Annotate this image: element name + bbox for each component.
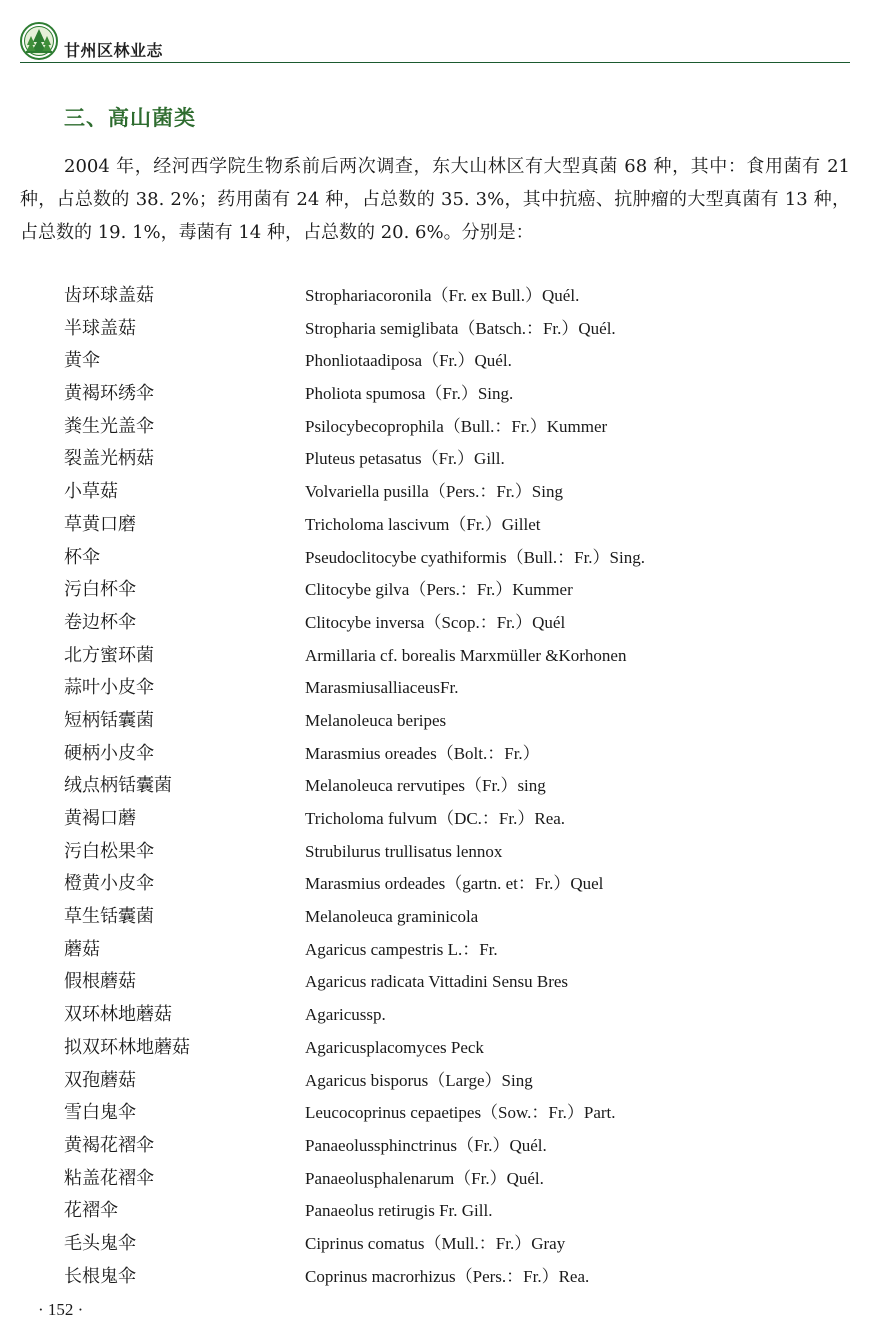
species-chinese-name: 齿环球盖菇 [64, 285, 154, 306]
species-chinese-name: 蒜叶小皮伞 [64, 677, 154, 699]
species-latin-name: Panaeolusphalenarum（Fr.）Quél. [305, 1168, 544, 1188]
species-latin-name: Panaeolussphinctrinus（Fr.）Quél. [305, 1135, 547, 1155]
species-row [64, 934, 824, 967]
species-chinese-name: 污白杯伞 [64, 579, 136, 601]
species-row [64, 966, 824, 999]
species-latin-name: Coprinus macrorhizus（Pers.：Fr.）Rea. [305, 1266, 590, 1286]
species-latin-name: Marasmius oreades（Bolt.：Fr.） [305, 743, 540, 763]
species-latin-name: Pseudoclitocybe cyathiformis（Bull.：Fr.）Sing. [305, 547, 645, 567]
species-latin-name: Leucocoprinus cepaetipes（Sow.：Fr.）Part. [305, 1103, 616, 1123]
species-latin-name: Agaricus bisporus（Large）Sing [305, 1070, 533, 1090]
species-chinese-name: 污白松果伞 [64, 840, 154, 862]
species-list [64, 280, 824, 1293]
species-chinese-name: 拟双环林地蘑菇 [64, 1036, 190, 1058]
species-row [64, 770, 824, 803]
species-chinese-name: 长根鬼伞 [64, 1265, 136, 1287]
species-row [64, 607, 824, 640]
species-latin-name: Ciprinus comatus（Mull.：Fr.）Gray [305, 1233, 566, 1253]
species-latin-name: Agaricus radicata Vittadini Sensu Bres [305, 972, 569, 992]
page-number: · 152 · [38, 1300, 84, 1319]
species-row [64, 836, 824, 869]
species-row [64, 640, 824, 673]
species-latin-name: Pholiota spumosa（Fr.）Sing. [305, 384, 514, 404]
species-row [64, 476, 824, 509]
species-chinese-name: 粘盖花褶伞 [64, 1167, 154, 1189]
species-row [64, 378, 824, 411]
species-row [64, 1130, 824, 1163]
species-latin-name: Armillaria cf. borealis Marxmüller &Korhonen [305, 645, 627, 665]
species-chinese-name: 草生铦囊菌 [64, 906, 154, 928]
species-row [64, 1097, 824, 1130]
species-latin-name: Clitocybe gilva（Pers.：Fr.）Kummer [305, 580, 573, 600]
species-latin-name: Psilocybecoprophila（Bull.：Fr.）Kummer [305, 416, 608, 436]
species-latin-name: Tricholoma fulvum（DC.：Fr.）Rea. [305, 809, 566, 828]
species-latin-name: Melanoleuca graminicola [305, 907, 479, 927]
species-chinese-name: 北方蜜环菌 [64, 644, 154, 666]
species-chinese-name: 小草菇 [64, 481, 118, 503]
species-latin-name: Agaricus campestris L.：Fr. [305, 939, 498, 959]
species-row [64, 1195, 824, 1228]
species-chinese-name: 硬柄小皮伞 [64, 742, 154, 764]
header-divider [20, 62, 850, 63]
species-row [64, 574, 824, 607]
species-row [64, 542, 824, 575]
species-chinese-name: 毛头鬼伞 [64, 1232, 136, 1254]
species-row [64, 411, 824, 444]
species-latin-name: Phonliotaadiposa（Fr.）Quél. [305, 351, 512, 371]
species-chinese-name: 绒点柄铦囊菌 [64, 775, 172, 797]
species-latin-name: Tricholoma lascivum（Fr.）Gillet [305, 514, 541, 534]
species-row [64, 1163, 824, 1196]
species-row [64, 509, 824, 542]
species-chinese-name: 裂盖光柄菇 [64, 448, 154, 470]
forest-logo-icon [20, 22, 58, 60]
species-chinese-name: 黄褐花褶伞 [64, 1134, 154, 1156]
species-latin-name: Strophariacoronila（Fr. ex Bull.）Quél. [305, 286, 580, 305]
species-chinese-name: 蘑菇 [64, 938, 100, 960]
page-header [20, 22, 850, 64]
species-row [64, 901, 824, 934]
species-latin-name: MarasmiusalliaceusFr. [305, 678, 459, 698]
species-chinese-name: 双环林地蘑菇 [64, 1004, 172, 1026]
species-chinese-name: 杯伞 [64, 546, 100, 568]
species-chinese-name: 黄褐环绣伞 [64, 383, 154, 405]
intro-paragraph [20, 150, 850, 249]
species-row [64, 999, 824, 1032]
species-row [64, 313, 824, 346]
species-chinese-name: 橙黄小皮伞 [64, 873, 154, 895]
species-row [64, 1228, 824, 1261]
species-row [64, 868, 824, 901]
species-chinese-name: 粪生光盖伞 [64, 415, 154, 437]
species-chinese-name: 草黄口磨 [64, 513, 136, 535]
species-latin-name: Stropharia semiglibata（Batsch.：Fr.）Quél. [305, 318, 616, 338]
species-row [64, 1065, 824, 1098]
species-row [64, 672, 824, 705]
species-row [64, 738, 824, 771]
species-latin-name: Pluteus petasatus（Fr.）Gill. [305, 449, 505, 469]
species-latin-name: Melanoleuca rervutipes（Fr.）sing [305, 776, 546, 796]
species-chinese-name: 雪白鬼伞 [64, 1102, 136, 1124]
species-chinese-name: 花褶伞 [64, 1200, 118, 1222]
species-latin-name: Melanoleuca beripes [305, 710, 447, 730]
book-title: 甘州区林业志 [64, 41, 164, 60]
species-chinese-name: 黄伞 [64, 350, 100, 372]
species-chinese-name: 黄褐口蘑 [64, 808, 136, 829]
species-latin-name: Agaricussp. [305, 1005, 386, 1025]
species-chinese-name: 卷边杯伞 [64, 611, 136, 633]
species-latin-name: Panaeolus retirugis Fr. Gill. [305, 1201, 493, 1221]
intro-text: 2004 年，经河西学院生物系前后两次调查，东大山林区有大型真菌 68 种，其中：食用菌有 21 种，占总数的 38. 2%；药用菌有 24 种，占总数的 35. 3%，其中抗癌、抗肿瘤的大型真菌有 13 种，占总数的 19. 1%，毒菌有 14 种，占总数的 20. 6%。分别是： [20, 156, 850, 243]
species-chinese-name: 短柄铦囊菌 [64, 709, 154, 731]
species-row [64, 280, 824, 313]
species-row [64, 1032, 824, 1065]
species-row [64, 1261, 824, 1294]
species-row [64, 705, 824, 738]
species-latin-name: Marasmius ordeades（gartn. et：Fr.）Quel [305, 874, 604, 894]
species-row [64, 345, 824, 378]
species-latin-name: Volvariella pusilla（Pers.：Fr.）Sing [305, 482, 563, 502]
species-latin-name: Agaricusplacomyces Peck [305, 1037, 484, 1057]
species-row [64, 443, 824, 476]
section-title: 三、高山菌类 [64, 106, 196, 130]
species-chinese-name: 半球盖菇 [64, 317, 136, 339]
species-latin-name: Strubilurus trullisatus lennox [305, 841, 503, 861]
species-chinese-name: 双孢蘑菇 [64, 1069, 136, 1091]
species-chinese-name: 假根蘑菇 [64, 971, 136, 993]
species-latin-name: Clitocybe inversa（Scop.：Fr.）Quél [305, 612, 566, 632]
species-row [64, 803, 824, 836]
